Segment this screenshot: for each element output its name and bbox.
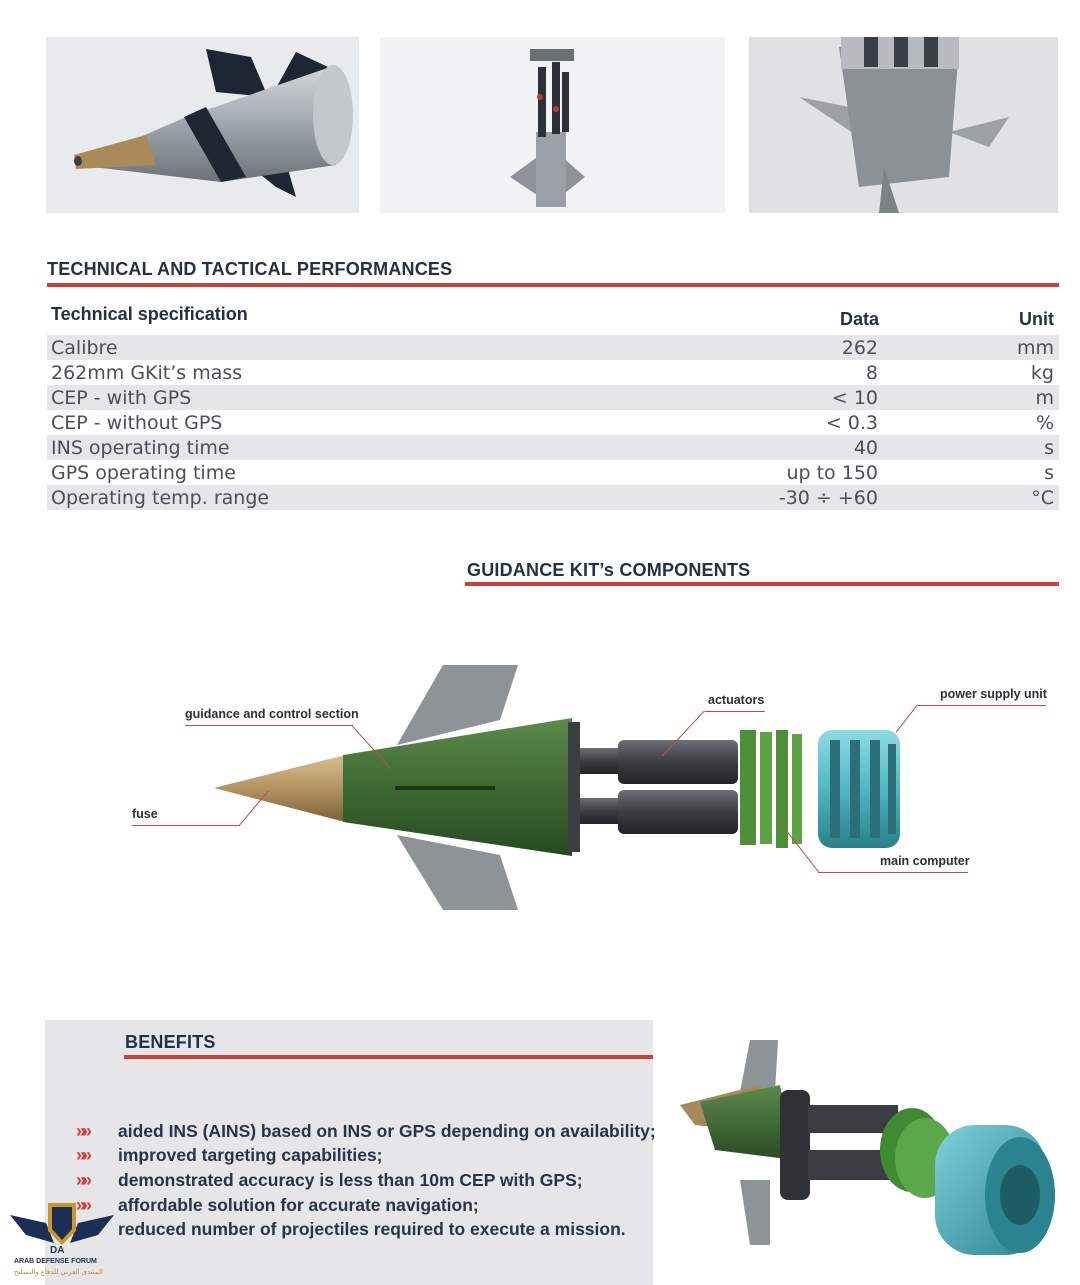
benefit-item: reduced number of projectiles required to execute a mission.: [118, 1219, 626, 1239]
benefit-item: demonstrated accuracy is less than 10m CEP with GPS;: [118, 1170, 583, 1190]
actuator-lower: [618, 790, 738, 834]
benefit-item: improved targeting capabilities;: [118, 1145, 383, 1165]
cell-spec: Operating temp. range: [51, 487, 270, 509]
table-row: [47, 410, 1059, 435]
watermark-subtitle: المنتدى العربي للدفاع والتسليح: [14, 1269, 103, 1276]
bullet-icon: »»: [76, 1170, 89, 1190]
performances-title: TECHNICAL AND TACTICAL PERFORMANCES: [47, 259, 453, 279]
label-power-supply: power supply unit: [940, 687, 1047, 701]
label-fuse: fuse: [132, 807, 158, 821]
fuse-cone: [214, 755, 345, 822]
cell-unit: kg: [1030, 362, 1054, 384]
benefits-title: BENEFITS: [125, 1032, 216, 1052]
watermark-name: ARAB DEFENSE FORUM: [14, 1258, 97, 1265]
header-spec: Technical specification: [51, 304, 248, 324]
fin-bottom: [397, 835, 518, 910]
cell-spec: CEP - with GPS: [51, 387, 192, 409]
benefit-item: aided INS (AINS) based on INS or GPS depending on availability;: [118, 1121, 656, 1141]
photo-kit-assembled: [46, 37, 359, 213]
cell-unit: %: [1035, 412, 1054, 434]
cell-spec: CEP - without GPS: [51, 412, 223, 434]
table-row: [47, 485, 1059, 510]
components-divider: [465, 582, 1059, 586]
cell-spec: 262mm GKit’s mass: [51, 362, 243, 384]
bullet-icon: »»: [76, 1121, 89, 1141]
cell-data: -30 ÷ +60: [778, 487, 878, 509]
watermark-logo: [6, 1195, 118, 1283]
header-data: Data: [840, 309, 880, 329]
cell-unit: mm: [1016, 337, 1054, 359]
table-row: [47, 385, 1059, 410]
benefits-divider: [124, 1055, 653, 1059]
components-title: GUIDANCE KIT’s COMPONENTS: [467, 560, 751, 580]
bullet-icon: »»: [76, 1145, 89, 1165]
table-row: [47, 335, 1059, 360]
header-unit: Unit: [1019, 309, 1054, 329]
label-actuators: actuators: [708, 693, 765, 707]
cell-spec: GPS operating time: [51, 462, 236, 484]
cell-unit: s: [1044, 462, 1054, 484]
cell-unit: °C: [1031, 487, 1054, 509]
cell-data: 8: [865, 362, 878, 384]
cell-data: < 0.3: [825, 412, 878, 434]
label-main-computer: main computer: [880, 854, 970, 868]
cell-data: < 10: [831, 387, 878, 409]
performances-divider: [47, 283, 1059, 287]
table-row: [47, 360, 1059, 385]
cell-unit: m: [1035, 387, 1054, 409]
watermark-initials: DA: [50, 1245, 65, 1256]
cell-unit: s: [1044, 437, 1054, 459]
table-row: [47, 435, 1059, 460]
kit-render-image: [670, 1030, 1070, 1285]
kit-assembled-image: [46, 37, 359, 213]
eagle-shield-icon: [6, 1195, 118, 1251]
photo-kit-base: [749, 37, 1058, 213]
photo-kit-components: [380, 37, 725, 213]
actuator-upper: [618, 740, 738, 784]
label-guidance: guidance and control section: [185, 707, 359, 721]
table-row: [47, 460, 1059, 485]
kit-base-image: [749, 37, 1058, 213]
kit-components-image: [380, 37, 725, 213]
cell-spec: INS operating time: [51, 437, 230, 459]
cell-data: up to 150: [786, 462, 878, 484]
bullet-icon: »»: [76, 1195, 89, 1215]
cell-data: 262: [841, 337, 878, 359]
cell-spec: Calibre: [51, 337, 118, 359]
cell-data: 40: [853, 437, 878, 459]
benefit-item: affordable solution for accurate navigation;: [118, 1195, 479, 1215]
